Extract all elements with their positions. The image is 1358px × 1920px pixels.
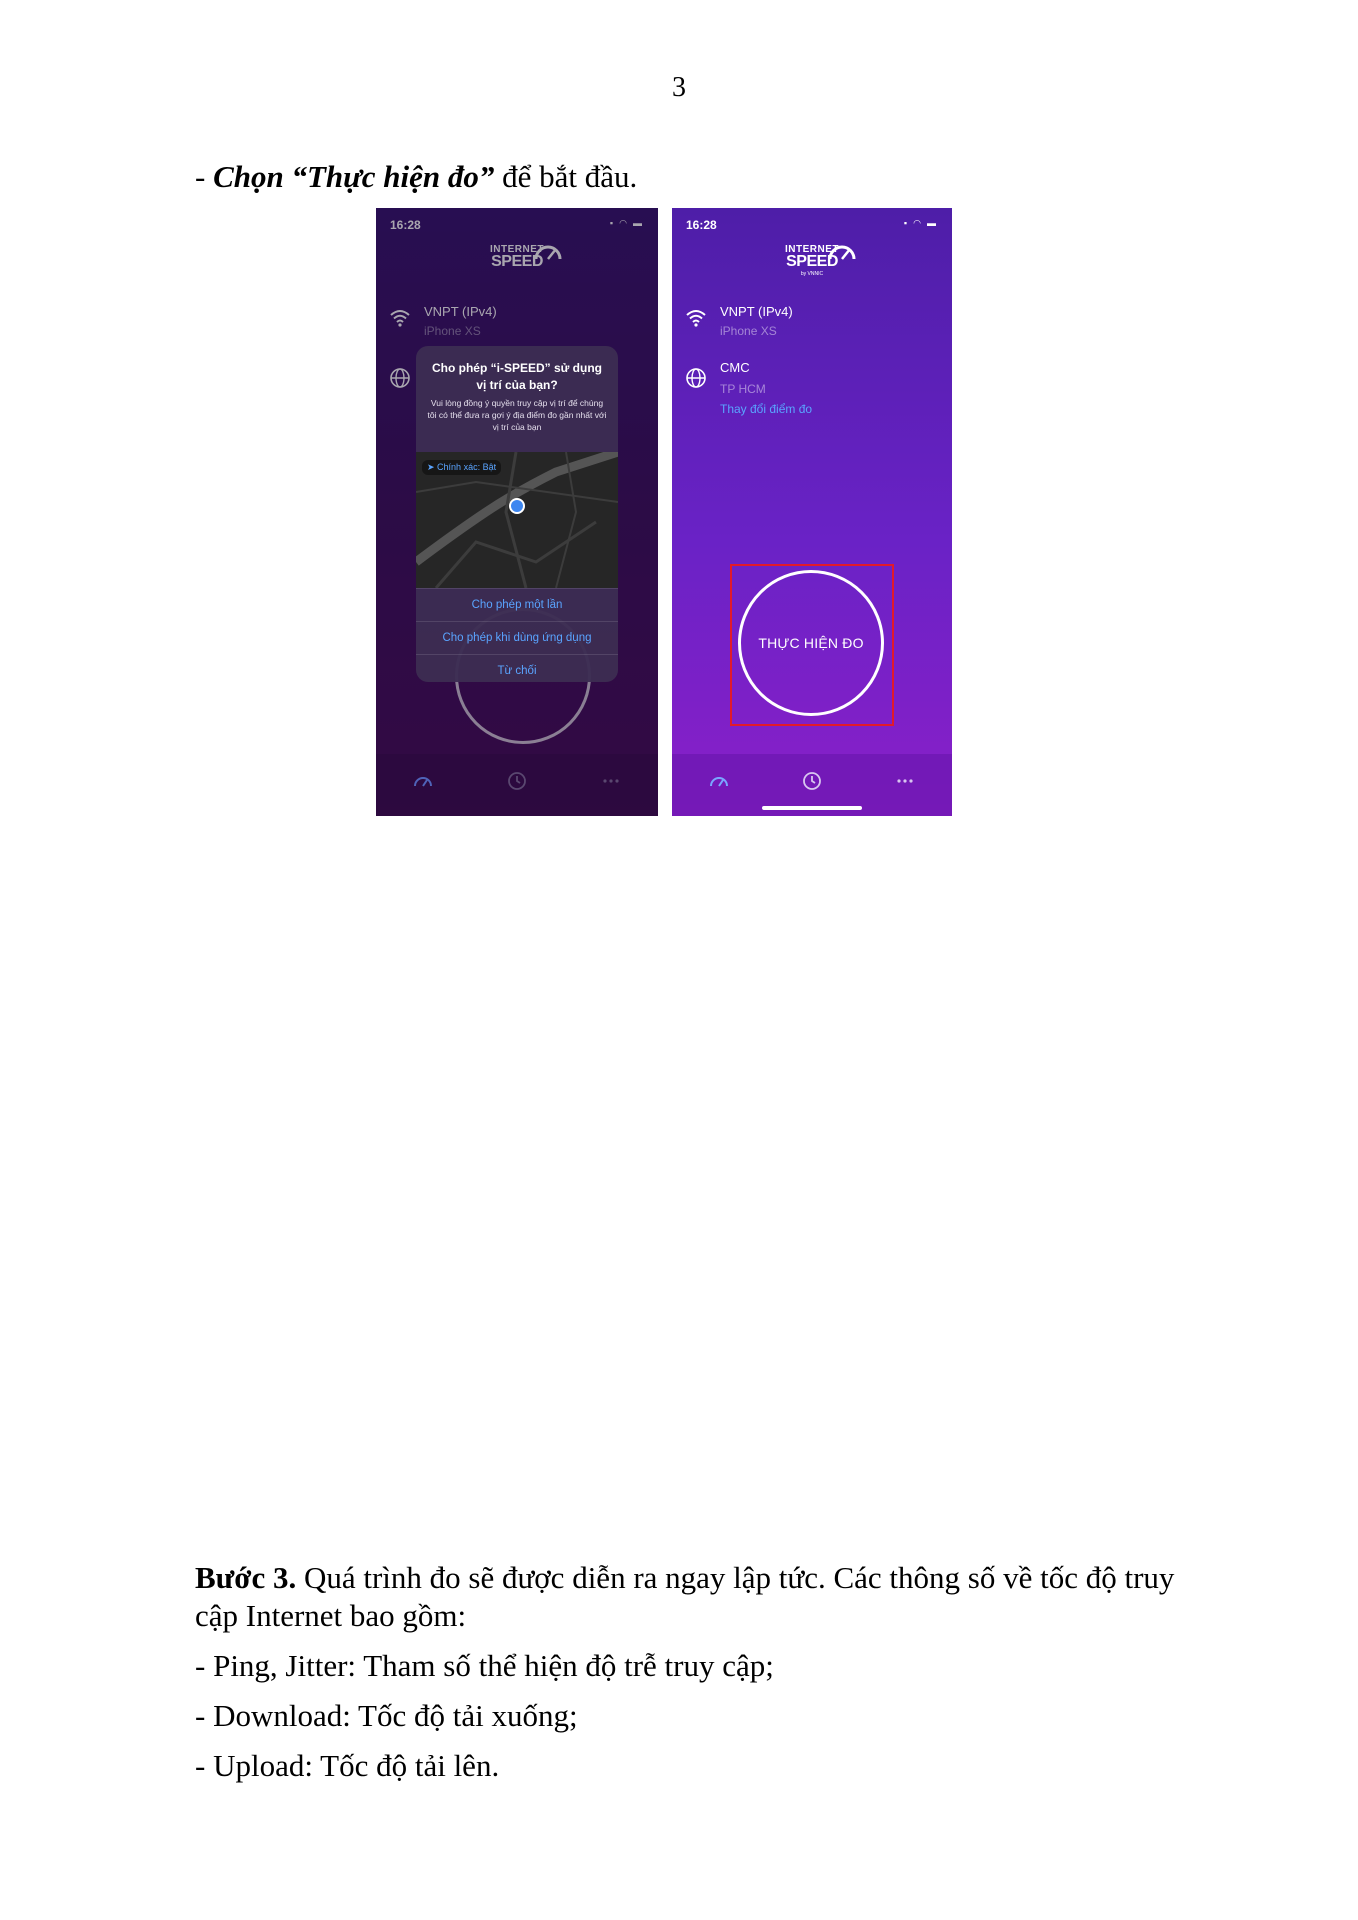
- step3-label: Bước 3.: [195, 1560, 297, 1595]
- change-server-link[interactable]: Thay đổi điểm đo: [720, 402, 813, 416]
- instruction-suffix: để bắt đầu.: [494, 159, 638, 194]
- dialog-message: Vui lòng đồng ý quyền truy cập vị trí để chúng tôi có thể đưa ra gợi ý địa điểm đo gần nhất với vị trí của bạn: [427, 398, 607, 432]
- history-clock-icon: [801, 770, 823, 792]
- device-name: iPhone XS: [424, 324, 481, 338]
- step3-text-line1: Quá trình đo sẽ được diễn ra ngay lập tức. Các thông số về tốc độ truy: [296, 1560, 1175, 1595]
- home-indicator: [762, 806, 862, 810]
- tab-history[interactable]: [504, 768, 530, 794]
- status-bar: [686, 218, 938, 232]
- screenshot-start-test: [672, 208, 952, 816]
- location-map: [416, 452, 618, 588]
- server-name: CMC: [720, 360, 750, 375]
- instruction-line: [195, 159, 637, 195]
- tab-speedtest[interactable]: [410, 768, 436, 794]
- tab-more[interactable]: [598, 768, 624, 794]
- start-test-button[interactable]: THỰC HIỆN ĐO: [738, 570, 884, 716]
- network-name: VNPT (IPv4): [720, 304, 793, 319]
- app-logo: [672, 244, 952, 280]
- status-icons: ▪ ◠ ▬: [609, 218, 644, 228]
- status-icons: ▪ ◠ ▬: [903, 218, 938, 228]
- tab-history[interactable]: [799, 768, 825, 794]
- instruction-emphasis: Chọn “Thực hiện đo”: [213, 159, 495, 194]
- tab-more[interactable]: [892, 768, 918, 794]
- server-location: TP HCM: [720, 382, 766, 396]
- status-time: 16:28: [686, 218, 717, 232]
- network-name: VNPT (IPv4): [424, 304, 497, 319]
- speedometer-icon: [412, 770, 434, 792]
- precise-location-toggle[interactable]: ➤ Chính xác: Bật: [422, 460, 501, 475]
- precise-location-label: Chính xác: Bật: [437, 462, 497, 472]
- location-permission-dialog: [416, 346, 618, 682]
- more-dots-icon: [894, 770, 916, 792]
- speedometer-icon: [708, 770, 730, 792]
- allow-once-button[interactable]: Cho phép một lần: [416, 588, 618, 622]
- logo-line2: SPEED: [491, 253, 543, 270]
- logo-line1: INTERNET: [490, 244, 544, 255]
- page-number: 3: [672, 72, 686, 103]
- dialog-title: Cho phép “i-SPEED” sử dụng vị trí của bạn?: [431, 361, 603, 392]
- speedometer-logo-icon: [826, 240, 858, 262]
- status-time: 16:28: [390, 218, 421, 232]
- globe-icon: [684, 366, 708, 390]
- tab-speedtest[interactable]: [706, 768, 732, 794]
- deny-button[interactable]: Từ chối: [416, 654, 618, 682]
- device-name: iPhone XS: [720, 324, 777, 338]
- more-dots-icon: [600, 770, 622, 792]
- step3-item-upload: - Upload: Tốc độ tải lên.: [195, 1748, 500, 1783]
- instruction-prefix: -: [195, 159, 214, 194]
- allow-while-using-button[interactable]: Cho phép khi dùng ứng dụng: [416, 621, 618, 655]
- logo-line1: INTERNET: [785, 244, 839, 255]
- logo-line3: by VNNIC: [800, 271, 824, 277]
- step3-text-line2: cập Internet bao gồm:: [195, 1598, 467, 1633]
- step3-line1: [195, 1560, 1174, 1596]
- wifi-icon: [684, 306, 708, 330]
- logo-line2: SPEED: [786, 253, 838, 270]
- step3-item-download: - Download: Tốc độ tải xuống;: [195, 1698, 578, 1733]
- screenshot-permission-dialog: [376, 208, 658, 816]
- history-clock-icon: [506, 770, 528, 792]
- tab-bar: [376, 754, 658, 816]
- step3-item-ping: - Ping, Jitter: Tham số thể hiện độ trễ truy cập;: [195, 1648, 774, 1683]
- highlight-box: [730, 564, 894, 726]
